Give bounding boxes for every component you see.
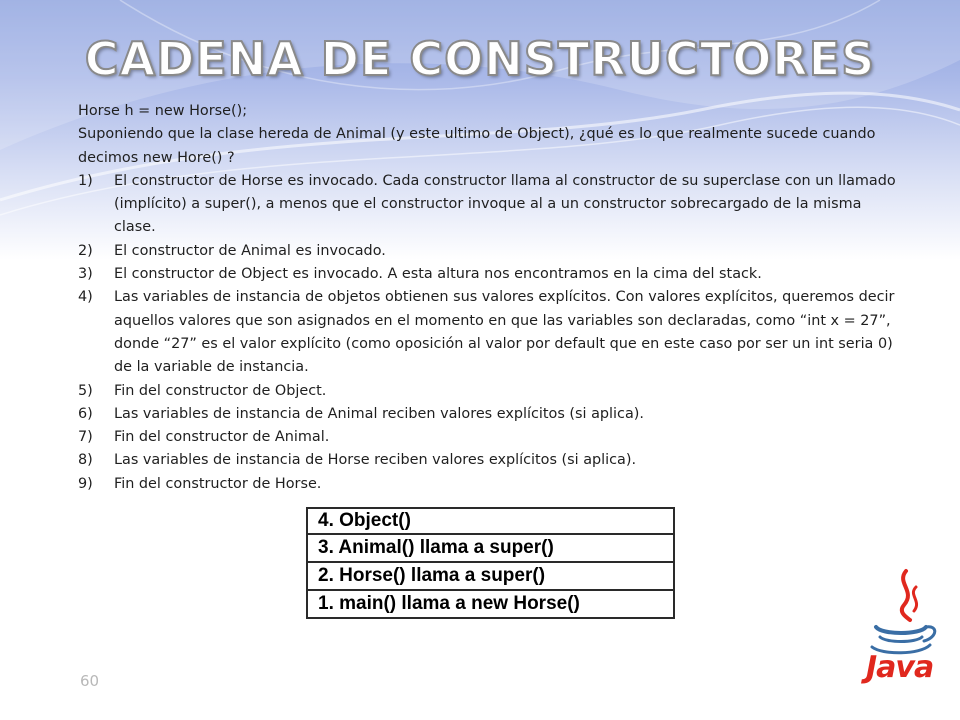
list-item xyxy=(78,449,898,472)
step-number: 1) xyxy=(78,172,93,189)
steps-list xyxy=(78,170,898,496)
step-number: 9) xyxy=(78,475,93,492)
step-number: 5) xyxy=(78,382,93,399)
intro-line: Suponiendo que la clase hereda de Animal (y este ultimo de Object), ¿qué es lo que realmente sucede cuando decimos new Hore() ? xyxy=(78,126,876,166)
step-text: Fin del constructor de Object. xyxy=(114,382,327,399)
intro-line: Horse h = new Horse(); xyxy=(78,103,248,119)
step-number: 7) xyxy=(78,429,93,446)
stack-row: 4. Object() xyxy=(306,507,675,535)
step-number: 8) xyxy=(78,452,93,469)
stack-row: 3. Animal() llama a super() xyxy=(306,535,675,563)
list-item xyxy=(78,380,898,403)
step-number: 2) xyxy=(78,242,93,259)
list-item xyxy=(78,403,898,426)
list-item xyxy=(78,240,898,263)
slide-body xyxy=(78,100,898,496)
list-item xyxy=(78,263,898,286)
step-text: Fin del constructor de Horse. xyxy=(114,475,322,492)
step-text: El constructor de Horse es invocado. Cada constructor llama al constructor de su superclase con un llamado (implícito) a super(), a menos que el constructor invoque al a un constructor sobrecargado de la misma clase. xyxy=(114,172,896,236)
step-text: Las variables de instancia de Animal reciben valores explícitos (si aplica). xyxy=(114,405,644,422)
step-number: 6) xyxy=(78,405,93,422)
stack-row: 2. Horse() llama a super() xyxy=(306,563,675,591)
list-item xyxy=(78,426,898,449)
step-number: 4) xyxy=(78,289,93,306)
stack-row: 1. main() llama a new Horse() xyxy=(306,591,675,619)
list-item xyxy=(78,286,898,379)
java-logo-text: Java xyxy=(866,650,934,685)
step-text: Las variables de instancia de objetos obtienen sus valores explícitos. Con valores explícitos, queremos decir aquellos valores que son asignados en el momento en que las variables son declaradas, como “int x = 27”, donde “27” es el valor explícito (como oposición al valor por default que en este caso por ser un int seria 0) de la variable de instancia. xyxy=(114,289,895,376)
step-number: 3) xyxy=(78,266,93,283)
call-stack-table xyxy=(306,507,675,619)
list-item xyxy=(78,473,898,496)
list-item xyxy=(78,170,898,240)
step-text: El constructor de Animal es invocado. xyxy=(114,242,386,259)
page-number: 60 xyxy=(80,672,100,690)
step-text: Fin del constructor de Animal. xyxy=(114,429,330,446)
slide-title: CADENA DE CONSTRUCTORES xyxy=(84,32,876,86)
step-text: El constructor de Object es invocado. A esta altura nos encontramos en la cima del stack. xyxy=(114,266,762,283)
step-text: Las variables de instancia de Horse reciben valores explícitos (si aplica). xyxy=(114,452,637,469)
